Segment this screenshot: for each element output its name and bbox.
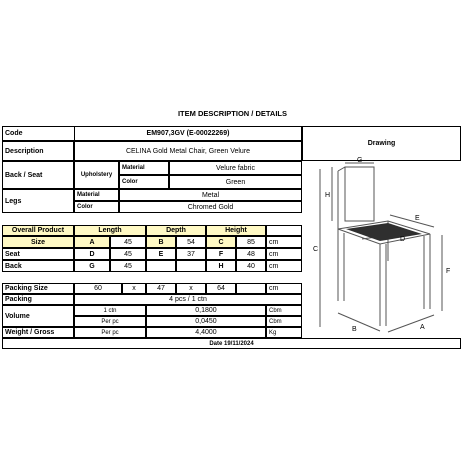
packing-label: Packing	[2, 294, 74, 305]
packing-size-x1: x	[122, 283, 146, 294]
size-label: Size	[2, 236, 74, 248]
drawing-label-b: B	[352, 326, 357, 333]
packing-size-v1: 60	[74, 283, 122, 294]
dim-e-line	[390, 215, 434, 227]
size-unit: cm	[266, 236, 302, 248]
volume-label: Volume	[2, 305, 74, 327]
chair-drawing	[302, 157, 461, 337]
overall-product-label: Overall Product	[2, 225, 74, 236]
packing-size-label: Packing Size	[2, 283, 74, 294]
length-header: Length	[74, 225, 146, 236]
volume-pc-label: Per pc	[74, 316, 146, 327]
upholstery-color-value: Green	[169, 175, 302, 189]
drawing-label-c: C	[313, 246, 319, 253]
code-value: EM907,3GV (E-00022269)	[74, 126, 302, 141]
seat-depth-value: 37	[176, 248, 206, 260]
back-length-value: 45	[110, 260, 146, 272]
legs-material-value: Metal	[119, 189, 302, 201]
size-height-value: 85	[236, 236, 266, 248]
size-length-code: A	[74, 236, 110, 248]
depth-header: Depth	[146, 225, 206, 236]
code-label: Code	[2, 126, 302, 141]
legs-material-label: Material	[74, 189, 119, 201]
dim-a-line	[388, 315, 434, 332]
drawing-label-e: E	[415, 215, 420, 222]
drawing-area	[302, 157, 461, 349]
legs-color-value: Chromed Gold	[119, 201, 302, 213]
weight-per-label: Per pc	[74, 327, 146, 338]
packing-size-spacer	[236, 283, 266, 294]
seat-unit: cm	[266, 248, 302, 260]
spec-sheet	[2, 126, 461, 349]
legs-label: Legs	[2, 189, 74, 213]
drawing-label-g: G	[357, 157, 363, 164]
drawing-label: Drawing	[302, 126, 461, 161]
date-footer: Date 19/11/2024	[2, 338, 461, 349]
volume-pc-unit: Cbm	[266, 316, 302, 327]
size-depth-code: B	[146, 236, 176, 248]
drawing-label-d: D	[400, 236, 406, 243]
volume-ctn-value: 0,1800	[146, 305, 266, 316]
backrest-shape	[345, 167, 374, 221]
back-depth-code	[146, 260, 176, 272]
seat-length-code: D	[74, 248, 110, 260]
back-height-value: 40	[236, 260, 266, 272]
size-length-value: 45	[110, 236, 146, 248]
packing-size-v3: 64	[206, 283, 236, 294]
back-depth-value	[176, 260, 206, 272]
upholstery-label: Upholstery	[74, 161, 119, 189]
height-header: Height	[206, 225, 266, 236]
back-length-code: G	[74, 260, 110, 272]
upholstery-material-value: Velure fabric	[169, 161, 302, 175]
legs-color-label: Color	[74, 201, 119, 213]
seat-length-value: 45	[110, 248, 146, 260]
packing-size-unit: cm	[266, 283, 302, 294]
weight-unit: Kg	[266, 327, 302, 338]
back-label: Back	[2, 260, 74, 272]
upholstery-material-label: Material	[119, 161, 169, 175]
seat-depth-code: E	[146, 248, 176, 260]
weight-value: 4,4000	[146, 327, 266, 338]
back-unit: cm	[266, 260, 302, 272]
packing-size-v2: 47	[146, 283, 176, 294]
description-value: CELINA Gold Metal Chair, Green Velure	[74, 141, 302, 161]
chair-outline	[320, 163, 442, 332]
drawing-label-f: F	[446, 268, 451, 275]
size-depth-value: 54	[176, 236, 206, 248]
backrest-edge	[338, 167, 345, 171]
size-height-code: C	[206, 236, 236, 248]
volume-ctn-label: 1 ctn	[74, 305, 146, 316]
volume-pc-value: 0,0450	[146, 316, 266, 327]
seat-label: Seat	[2, 248, 74, 260]
packing-size-x2: x	[176, 283, 206, 294]
drawing-label-h: H	[325, 192, 331, 199]
unit-header	[266, 225, 302, 236]
drawing-label-a: A	[420, 324, 425, 331]
description-label: Description	[2, 141, 74, 161]
seat-height-value: 48	[236, 248, 266, 260]
seat-height-code: F	[206, 248, 236, 260]
packing-value: 4 pcs / 1 ctn	[74, 294, 302, 305]
weight-label: Weight / Gross	[2, 327, 74, 338]
upholstery-color-label: Color	[119, 175, 169, 189]
page-title: ITEM DESCRIPTION / DETAILS	[177, 109, 288, 118]
dim-b-line	[338, 313, 380, 331]
back-height-code: H	[206, 260, 236, 272]
volume-ctn-unit: Cbm	[266, 305, 302, 316]
back-seat-label: Back / Seat	[2, 161, 74, 189]
